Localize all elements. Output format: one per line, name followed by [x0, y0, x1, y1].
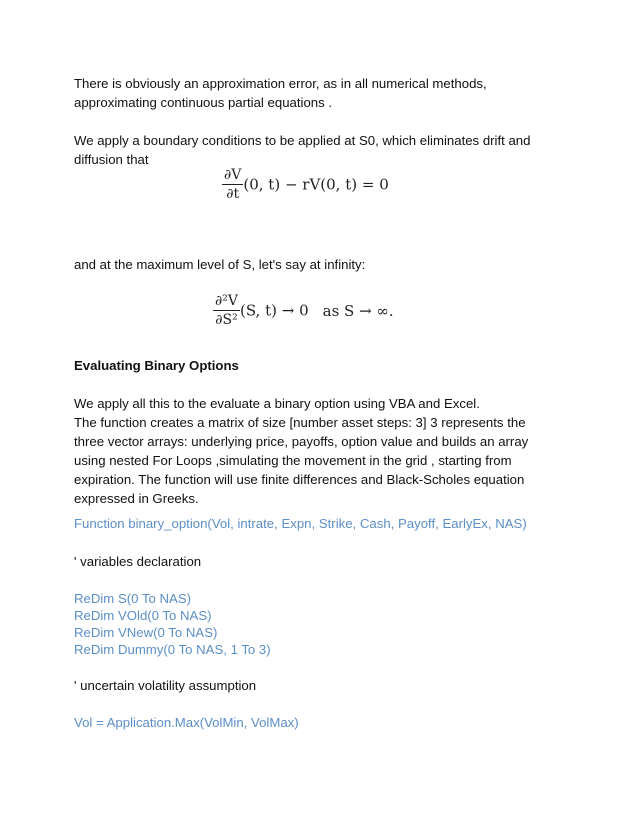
paragraph-line: three vector arrays: underlying price, payoffs, option value and builds an array — [74, 434, 529, 449]
equation-args: (0, t) — [243, 175, 281, 194]
code-comment: ' uncertain volatility assumption — [74, 678, 257, 693]
fraction-numerator: ∂V — [224, 167, 242, 183]
equation-boundary-infinity — [213, 293, 394, 328]
code-line-redim: ReDim Dummy(0 To NAS, 1 To 3) — [74, 642, 271, 657]
paragraph-line: expressed in Greeks. — [74, 491, 199, 506]
code-line-redim: ReDim S(0 To NAS) — [74, 591, 192, 606]
fraction — [222, 167, 243, 202]
fraction — [213, 293, 240, 328]
paragraph-line: approximating continuous partial equations . — [74, 95, 333, 110]
fraction-denominator: ∂S² — [215, 312, 238, 328]
paragraph-line: expiration. The function will use finite differences and Black-Scholes equation — [74, 472, 525, 487]
paragraph-line: The function creates a matrix of size [number asset steps: 3] 3 represents the — [74, 415, 526, 430]
code-comment: ' variables declaration — [74, 554, 202, 569]
paragraph-line: We apply a boundary conditions to be applied at S0, which eliminates drift and — [74, 133, 531, 148]
code-line-function: Function binary_option(Vol, intrate, Expn, Strike, Cash, Payoff, EarlyEx, NAS) — [74, 516, 527, 531]
code-line-redim: ReDim VNew(0 To NAS) — [74, 625, 218, 640]
code-line-vol: Vol = Application.Max(VolMin, VolMax) — [74, 715, 299, 730]
equation-rest: as S → ∞. — [322, 301, 394, 320]
section-heading: Evaluating Binary Options — [74, 358, 239, 373]
equation-rest: − rV(0, t) = 0 — [280, 175, 389, 194]
paragraph-line: diffusion that — [74, 152, 149, 167]
paragraph-line: There is obviously an approximation error, as in all numerical methods, — [74, 76, 487, 91]
equation-boundary-s0 — [222, 167, 389, 202]
fraction-numerator: ∂²V — [215, 293, 238, 309]
paragraph-line: We apply all this to the evaluate a binary option using VBA and Excel. — [74, 396, 480, 411]
code-line-redim: ReDim VOld(0 To NAS) — [74, 608, 212, 623]
paragraph-line: using nested For Loops ,simulating the movement in the grid , starting from — [74, 453, 512, 468]
fraction-denominator: ∂t — [226, 186, 240, 202]
paragraph-line: and at the maximum level of S, let's say at infinity: — [74, 257, 366, 272]
equation-args: (S, t) → 0 — [239, 301, 309, 320]
